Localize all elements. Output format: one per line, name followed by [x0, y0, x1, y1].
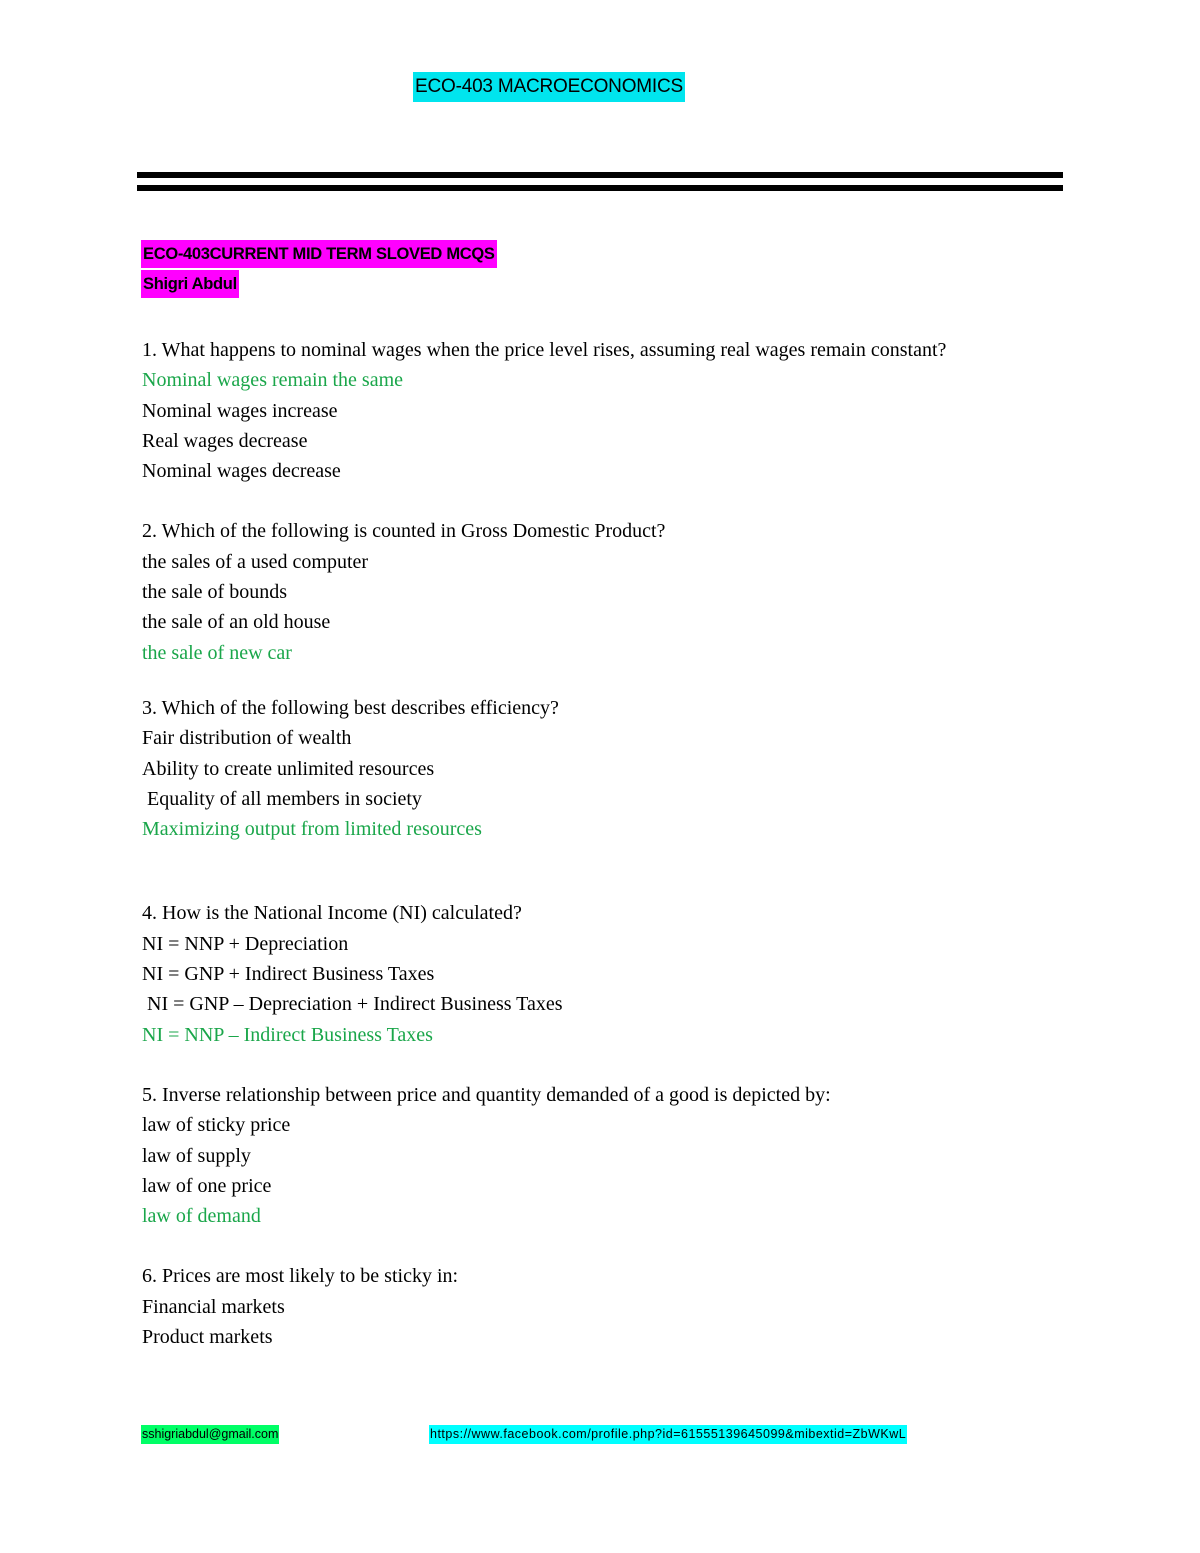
question-6 — [142, 1261, 1042, 1352]
question-text: 2. Which of the following is counted in Gross Domestic Product? — [142, 520, 666, 543]
questions-list — [142, 335, 1042, 1352]
answer-option: NI = NNP + Depreciation — [142, 932, 349, 955]
facebook-profile-link[interactable]: https://www.facebook.com/profile.php?id=61555139645099&mibextid=ZbWKwL — [429, 1425, 907, 1444]
answer-option: the sales of a used computer — [142, 550, 369, 573]
answer-option: Equality of all members in society — [142, 787, 422, 810]
answer-option: Nominal wages decrease — [142, 460, 341, 483]
answer-option-correct: the sale of new car — [142, 641, 292, 664]
answer-option-correct: Nominal wages remain the same — [142, 369, 404, 392]
question-3 — [142, 693, 1042, 844]
answer-option: Nominal wages increase — [142, 399, 338, 422]
answer-option: the sale of bounds — [142, 581, 287, 604]
answer-option: law of supply — [142, 1144, 251, 1167]
answer-option: law of sticky price — [142, 1114, 291, 1137]
answer-option-correct: NI = NNP – Indirect Business Taxes — [142, 1023, 433, 1046]
question-text: 1. What happens to nominal wages when the price level rises, assuming real wages remain constant? — [142, 339, 947, 361]
question-2 — [142, 516, 1042, 667]
answer-option-correct: law of demand — [142, 1205, 261, 1228]
answer-option: Financial markets — [142, 1295, 285, 1318]
answer-option: Product markets — [142, 1326, 273, 1349]
author-email-link[interactable]: sshigriabdul@gmail.com — [141, 1425, 279, 1444]
question-1 — [142, 335, 1042, 486]
spacer — [142, 1050, 1042, 1080]
answer-option: Ability to create unlimited resources — [142, 757, 435, 780]
question-text: 4. How is the National Income (NI) calculated? — [142, 902, 522, 925]
answer-option: NI = GNP + Indirect Business Taxes — [142, 963, 435, 986]
divider-rule-top — [137, 172, 1063, 178]
answer-option-correct: Maximizing output from limited resources — [142, 818, 482, 841]
answer-option: Fair distribution of wealth — [142, 727, 352, 750]
spacer — [142, 486, 1042, 516]
question-text: 5. Inverse relationship between price and quantity demanded of a good is depicted by: — [142, 1083, 831, 1106]
question-4 — [142, 898, 1042, 1049]
question-text: 3. Which of the following best describes efficiency? — [142, 696, 559, 719]
spacer — [142, 1231, 1042, 1261]
answer-option: Real wages decrease — [142, 429, 308, 452]
answer-option: the sale of an old house — [142, 611, 331, 634]
course-title: ECO-403 MACROECONOMICS — [413, 72, 685, 102]
author-name: Shigri Abdul — [141, 270, 239, 298]
document-heading: ECO-403CURRENT MID TERM SLOVED MCQS — [141, 240, 497, 268]
answer-option: NI = GNP – Depreciation + Indirect Business Taxes — [142, 993, 563, 1016]
spacer — [142, 668, 1042, 693]
divider-rule-bottom — [137, 185, 1063, 191]
question-5 — [142, 1080, 1042, 1231]
spacer — [142, 844, 1042, 898]
question-text: 6. Prices are most likely to be sticky in: — [142, 1265, 459, 1288]
answer-option: law of one price — [142, 1174, 272, 1197]
